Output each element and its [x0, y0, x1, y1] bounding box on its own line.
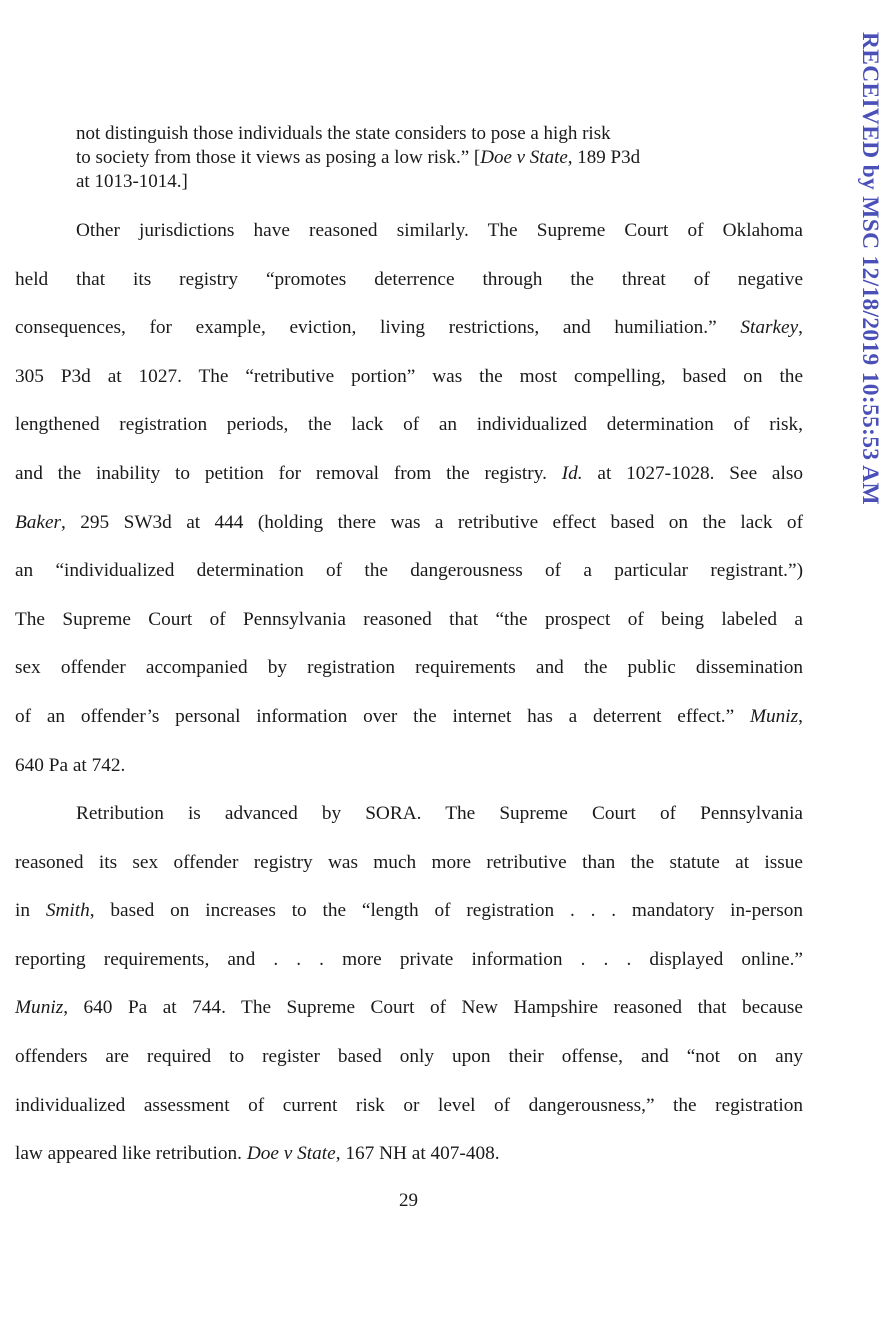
text-run: reporting requirements, and . . . more private information . . . displayed online.” [15, 949, 803, 970]
text-line [15, 995, 803, 1021]
text-line [15, 461, 803, 487]
text-run: law appeared like retribution. [15, 1143, 247, 1164]
text-run: , 640 Pa at 744. The Supreme Court of New Hampshire reasoned that because [63, 997, 803, 1018]
text-run: , [798, 317, 803, 338]
text-run: sex offender accompanied by registration requirements and the public dissemination [15, 657, 803, 678]
text-line [76, 218, 803, 244]
text-run: Other jurisdictions have reasoned similarly. The Supreme Court of Oklahoma [76, 220, 803, 241]
text-run: 305 P3d at 1027. The “retributive portion” was the most compelling, based on the [15, 366, 803, 387]
block-quote-line [76, 170, 756, 194]
text-line [15, 510, 803, 536]
text-run: offenders are required to register based only upon their offense, and “not on any [15, 1046, 803, 1067]
text-run: consequences, for example, eviction, living restrictions, and humiliation.” [15, 317, 741, 338]
text-run: 640 Pa at 742. [15, 755, 126, 776]
citation-italic: Baker [15, 512, 62, 533]
text-line [15, 1093, 803, 1119]
text-run: lengthened registration periods, the lack of an individualized determination of risk, [15, 414, 803, 435]
text-run: not distinguish those individuals the state considers to pose a high risk [76, 123, 611, 144]
text-run: at 1027-1028. See also [582, 463, 803, 484]
text-line [15, 655, 803, 681]
text-run: The Supreme Court of Pennsylvania reasoned that “the prospect of being labeled a [15, 609, 803, 630]
text-line [15, 947, 803, 973]
text-line [15, 412, 803, 438]
text-line [15, 607, 803, 633]
text-line [76, 801, 803, 827]
text-line [15, 315, 803, 341]
citation-italic: Doe v State [246, 1143, 336, 1164]
text-line [15, 1141, 803, 1167]
text-line [15, 898, 803, 924]
citation-italic: Smith [45, 900, 90, 921]
text-line [15, 558, 803, 584]
text-run: individualized assessment of current risk or level of dangerousness,” the registration [15, 1095, 803, 1116]
text-line [15, 267, 803, 293]
text-run: reasoned its sex offender registry was much more retributive than the statute at issue [15, 852, 803, 873]
text-run: to society from those it views as posing a low risk.” [ [76, 147, 481, 168]
block-quote [76, 122, 756, 194]
citation-italic: Doe v State [480, 147, 568, 168]
text-run: held that its registry “promotes deterrence through the threat of negative [15, 269, 803, 290]
citation-italic: Id. [561, 463, 583, 484]
text-line [15, 704, 803, 730]
text-run: , [798, 706, 803, 727]
received-stamp: RECEIVED by MSC 12/18/2019 10:55:53 AM [857, 32, 883, 505]
text-run: Retribution is advanced by SORA. The Supreme Court of Pennsylvania [76, 803, 803, 824]
text-run: and the inability to petition for removal from the registry. [15, 463, 562, 484]
text-run: in [15, 900, 46, 921]
text-run: at 1013-1014.] [76, 171, 188, 192]
page-number: 29 [399, 1190, 418, 1211]
text-run: , 295 SW3d at 444 (holding there was a retributive effect based on the lack of [61, 512, 803, 533]
block-quote-line [76, 146, 756, 170]
block-quote-line [76, 122, 756, 146]
text-line [15, 1044, 803, 1070]
text-line [15, 364, 803, 390]
text-line [15, 753, 803, 779]
citation-italic: Muniz [749, 706, 799, 727]
text-run: , 167 NH at 407-408. [335, 1143, 500, 1164]
text-run: , 189 P3d [567, 147, 641, 168]
citation-italic: Starkey [740, 317, 799, 338]
text-run: an “individualized determination of the dangerousness of a particular registrant.”) [15, 560, 803, 581]
text-run: , based on increases to the “length of registration . . . mandatory in-person [89, 900, 803, 921]
citation-italic: Muniz [15, 997, 64, 1018]
text-line [15, 850, 803, 876]
text-run: of an offender’s personal information over the internet has a deterrent effect.” [15, 706, 750, 727]
